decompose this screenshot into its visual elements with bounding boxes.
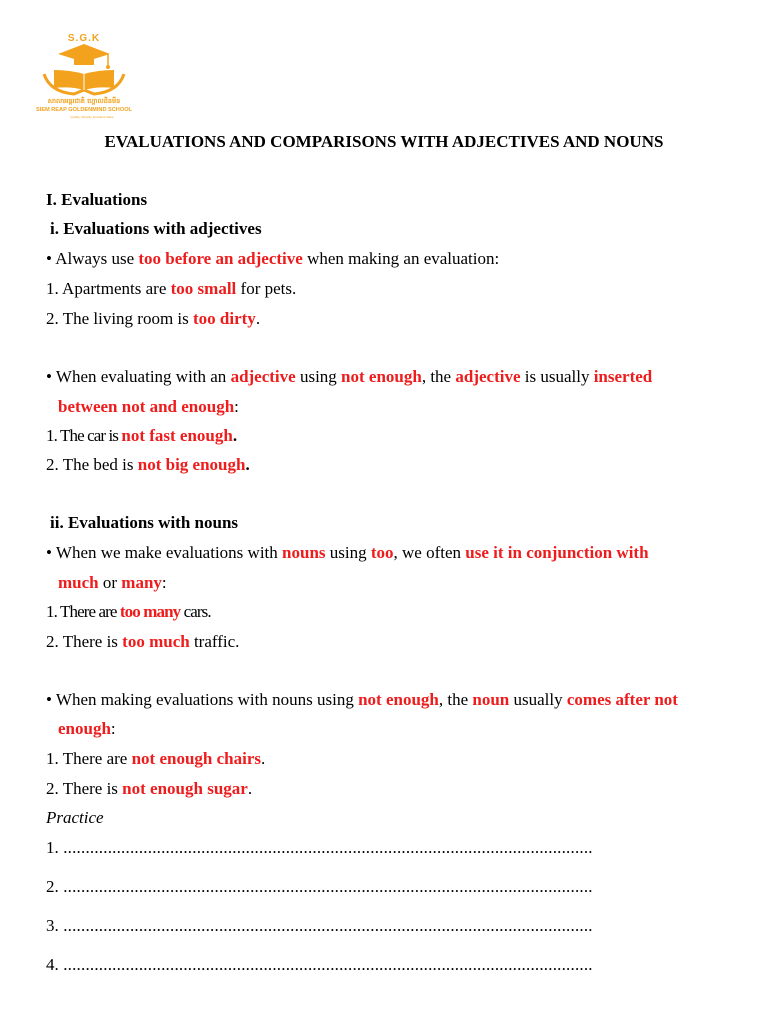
highlight: not enough sugar [122, 779, 248, 798]
highlight: inserted [593, 367, 653, 386]
highlight: nouns [282, 543, 326, 562]
practice-answer-line[interactable]: 1. ....................................................................................................................... [46, 838, 593, 857]
practice-answer-line[interactable]: 3. ....................................................................................................................... [46, 916, 593, 935]
rule-line: • When making evaluations with nouns using not enough, the noun usually comes after not [46, 690, 678, 709]
highlight: too small [170, 279, 237, 298]
example-line: 1. There are not enough chairs. [46, 749, 266, 768]
highlight: not big enough [137, 455, 246, 474]
highlight: adjective [230, 367, 296, 386]
svg-text:S.G.K: S.G.K [67, 33, 101, 44]
graduation-cap-logo-icon [30, 30, 138, 122]
example-line: 2. The bed is not big enough. [46, 455, 250, 474]
svg-text:សាលាអន្តរជាតិ ហ្គោលដិនមីន: សាលាអន្តរជាតិ ហ្គោលដិនមីន [47, 97, 121, 105]
highlight: too many [119, 602, 181, 621]
example-line: 2. There is not enough sugar. [46, 779, 253, 798]
bullet-icon: • [46, 367, 52, 386]
rule-line: • When we make evaluations with nouns using too, we often use it in conjunction with [46, 543, 649, 562]
rule-line: • Always use too before an adjective when making an evaluation: [46, 249, 500, 268]
highlight: not fast enough [121, 426, 233, 445]
practice-answer-line[interactable]: 4. ....................................................................................................................... [46, 955, 593, 974]
rule-line: • When evaluating with an adjective using not enough, the adjective is usually inserted [46, 367, 653, 386]
example-line: 1. There are too many cars. [46, 602, 211, 621]
practice-answer-line[interactable]: 2. ....................................................................................................................... [46, 877, 593, 896]
bullet-icon: • [46, 690, 52, 709]
highlight: not enough chairs [131, 749, 262, 768]
school-logo [30, 30, 138, 122]
practice-label: Practice [46, 808, 104, 827]
highlight: use it in conjunction with [465, 543, 649, 562]
svg-text:SIEM REAP GOLDENMIND SCHOOL: SIEM REAP GOLDENMIND SCHOOL [36, 107, 132, 113]
highlight: adjective [455, 367, 521, 386]
highlight: noun [472, 690, 510, 709]
bullet-icon: • [46, 249, 52, 268]
highlight: too [370, 543, 394, 562]
rule-line-continued: between not and enough: [58, 397, 239, 416]
highlight: too much [122, 632, 190, 651]
example-line: 1. Apartments are too small for pets. [46, 279, 297, 298]
example-line: 2. There is too much traffic. [46, 632, 240, 651]
highlight: many [121, 573, 162, 592]
highlight: much [58, 573, 99, 592]
rule-line-continued: much or many: [58, 573, 167, 592]
highlight: too before an adjective [138, 249, 303, 268]
highlight: not enough [341, 367, 422, 386]
page-title: EVALUATIONS AND COMPARISONS WITH ADJECTIVES AND NOUNS [104, 132, 664, 151]
svg-text:Quality, Morality, Excellent V: Quality, Morality, Excellent Value [70, 115, 114, 119]
subsection-heading: ii. Evaluations with nouns [50, 513, 239, 532]
example-line: 1. The car is not fast enough. [46, 426, 238, 445]
example-line: 2. The living room is too dirty. [46, 309, 261, 328]
highlight: between not and enough [58, 397, 235, 416]
highlight: comes after not [566, 690, 678, 709]
bullet-icon: • [46, 543, 52, 562]
section-heading: I. Evaluations [46, 190, 148, 209]
highlight: enough [58, 719, 111, 738]
subsection-heading: i. Evaluations with adjectives [50, 219, 262, 238]
highlight: too dirty [193, 309, 256, 328]
highlight: not enough [358, 690, 439, 709]
rule-line-continued: enough: [58, 719, 116, 738]
